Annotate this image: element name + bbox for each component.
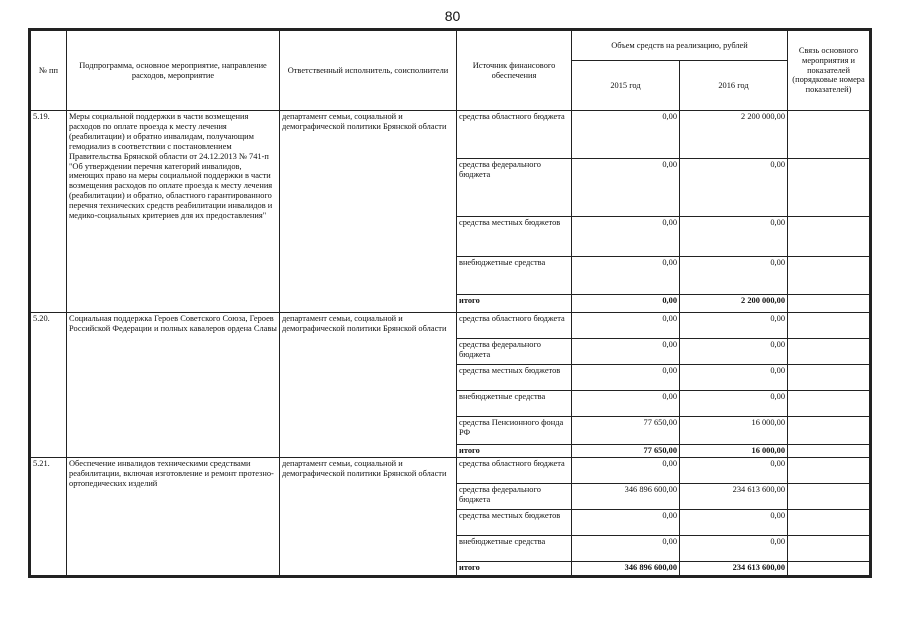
amount-2015: 0,00 bbox=[572, 111, 680, 159]
amount-2015: 0,00 bbox=[572, 313, 680, 339]
indicator-link bbox=[788, 417, 870, 445]
funding-source: итого bbox=[457, 295, 572, 313]
indicator-link bbox=[788, 313, 870, 339]
funding-source: средства местных бюджетов bbox=[457, 365, 572, 391]
executor-cell: департамент семьи, социальной и демографической политики Брянской области bbox=[280, 313, 457, 458]
program-description: Обеспечение инвалидов техническими средствами реабилитации, включая изготовление и ремонт протезно-ортопедических изделий bbox=[67, 458, 280, 576]
header-year-2016: 2016 год bbox=[680, 61, 788, 111]
funding-source: средства федерального бюджета bbox=[457, 159, 572, 217]
indicator-link bbox=[788, 257, 870, 295]
amount-2015: 346 896 600,00 bbox=[572, 484, 680, 510]
amount-2015: 0,00 bbox=[572, 536, 680, 562]
funding-source: средства областного бюджета bbox=[457, 111, 572, 159]
header-year-2015: 2015 год bbox=[572, 61, 680, 111]
funding-source: средства местных бюджетов bbox=[457, 217, 572, 257]
header-source: Источник финансового обеспечения bbox=[457, 31, 572, 111]
amount-2016: 0,00 bbox=[680, 159, 788, 217]
indicator-link bbox=[788, 365, 870, 391]
funding-source: внебюджетные средства bbox=[457, 391, 572, 417]
amount-2016: 0,00 bbox=[680, 313, 788, 339]
amount-2015: 0,00 bbox=[572, 257, 680, 295]
funding-source: средства федерального бюджета bbox=[457, 484, 572, 510]
amount-2015: 0,00 bbox=[572, 217, 680, 257]
funding-source: средства федерального бюджета bbox=[457, 339, 572, 365]
program-description: Социальная поддержка Героев Советского Союза, Героев Российской Федерации и полных кавалеров ордена Славы bbox=[67, 313, 280, 458]
indicator-link bbox=[788, 217, 870, 257]
executor-cell: департамент семьи, социальной и демографической политики Брянской области bbox=[280, 111, 457, 313]
indicator-link bbox=[788, 510, 870, 536]
amount-2016: 234 613 600,00 bbox=[680, 484, 788, 510]
budget-table bbox=[30, 30, 870, 576]
indicator-link bbox=[788, 484, 870, 510]
funding-source: внебюджетные средства bbox=[457, 536, 572, 562]
header-executor: Ответственный исполнитель, соисполнители bbox=[280, 31, 457, 111]
amount-2016: 0,00 bbox=[680, 536, 788, 562]
executor-cell: департамент семьи, социальной и демографической политики Брянской области bbox=[280, 458, 457, 576]
indicator-link bbox=[788, 159, 870, 217]
header-program: Подпрограмма, основное мероприятие, направление расходов, мероприятие bbox=[67, 31, 280, 111]
amount-2016: 16 000,00 bbox=[680, 417, 788, 445]
funding-source: итого bbox=[457, 445, 572, 458]
indicator-link bbox=[788, 445, 870, 458]
table-row bbox=[31, 313, 870, 339]
amount-2015: 77 650,00 bbox=[572, 445, 680, 458]
amount-2015: 77 650,00 bbox=[572, 417, 680, 445]
indicator-link bbox=[788, 536, 870, 562]
amount-2016: 0,00 bbox=[680, 217, 788, 257]
amount-2015: 0,00 bbox=[572, 159, 680, 217]
amount-2016: 0,00 bbox=[680, 257, 788, 295]
funding-source: средства Пенсионного фонда РФ bbox=[457, 417, 572, 445]
table-row bbox=[31, 458, 870, 484]
amount-2016: 0,00 bbox=[680, 458, 788, 484]
amount-2015: 0,00 bbox=[572, 339, 680, 365]
amount-2016: 234 613 600,00 bbox=[680, 562, 788, 576]
amount-2015: 0,00 bbox=[572, 510, 680, 536]
program-description: Меры социальной поддержки в части возмещения расходов по оплате проезда к месту лечения (реабилитации) и обратно инвалидам, получающим гемодиализ в соответствии с постановлением Правительства Брянской области от 24.12.2013 № 741-п "Об утверждении перечня категорий инвалидов, имеющих право на меры социальной поддержки в части возмещения расходов по оплате проезда к месту лечения (реабилитации) и обратно, областного гарантированного перечня технических средств реабилитации инвалидов и медико-социальных критериев для их предоставления" bbox=[67, 111, 280, 313]
amount-2016: 0,00 bbox=[680, 365, 788, 391]
amount-2016: 0,00 bbox=[680, 510, 788, 536]
header-num: № пп bbox=[31, 31, 67, 111]
amount-2015: 0,00 bbox=[572, 458, 680, 484]
amount-2015: 0,00 bbox=[572, 365, 680, 391]
amount-2015: 0,00 bbox=[572, 295, 680, 313]
page-number: 80 bbox=[444, 8, 461, 24]
funding-source: средства областного бюджета bbox=[457, 313, 572, 339]
header-volume: Объем средств на реализацию, рублей bbox=[572, 31, 788, 61]
indicator-link bbox=[788, 111, 870, 159]
amount-2016: 2 200 000,00 bbox=[680, 295, 788, 313]
item-number: 5.20. bbox=[31, 313, 67, 458]
indicator-link bbox=[788, 458, 870, 484]
amount-2016: 0,00 bbox=[680, 339, 788, 365]
amount-2015: 346 896 600,00 bbox=[572, 562, 680, 576]
header-link: Связь основного мероприятия и показателей (порядковые номера показателей) bbox=[788, 31, 870, 111]
indicator-link bbox=[788, 391, 870, 417]
amount-2016: 2 200 000,00 bbox=[680, 111, 788, 159]
table-body bbox=[31, 111, 870, 576]
amount-2016: 16 000,00 bbox=[680, 445, 788, 458]
item-number: 5.21. bbox=[31, 458, 67, 576]
funding-source: средства областного бюджета bbox=[457, 458, 572, 484]
item-number: 5.19. bbox=[31, 111, 67, 313]
amount-2015: 0,00 bbox=[572, 391, 680, 417]
funding-source: внебюджетные средства bbox=[457, 257, 572, 295]
indicator-link bbox=[788, 562, 870, 576]
amount-2016: 0,00 bbox=[680, 391, 788, 417]
indicator-link bbox=[788, 339, 870, 365]
funding-source: средства местных бюджетов bbox=[457, 510, 572, 536]
table-row bbox=[31, 111, 870, 159]
funding-source: итого bbox=[457, 562, 572, 576]
indicator-link bbox=[788, 295, 870, 313]
